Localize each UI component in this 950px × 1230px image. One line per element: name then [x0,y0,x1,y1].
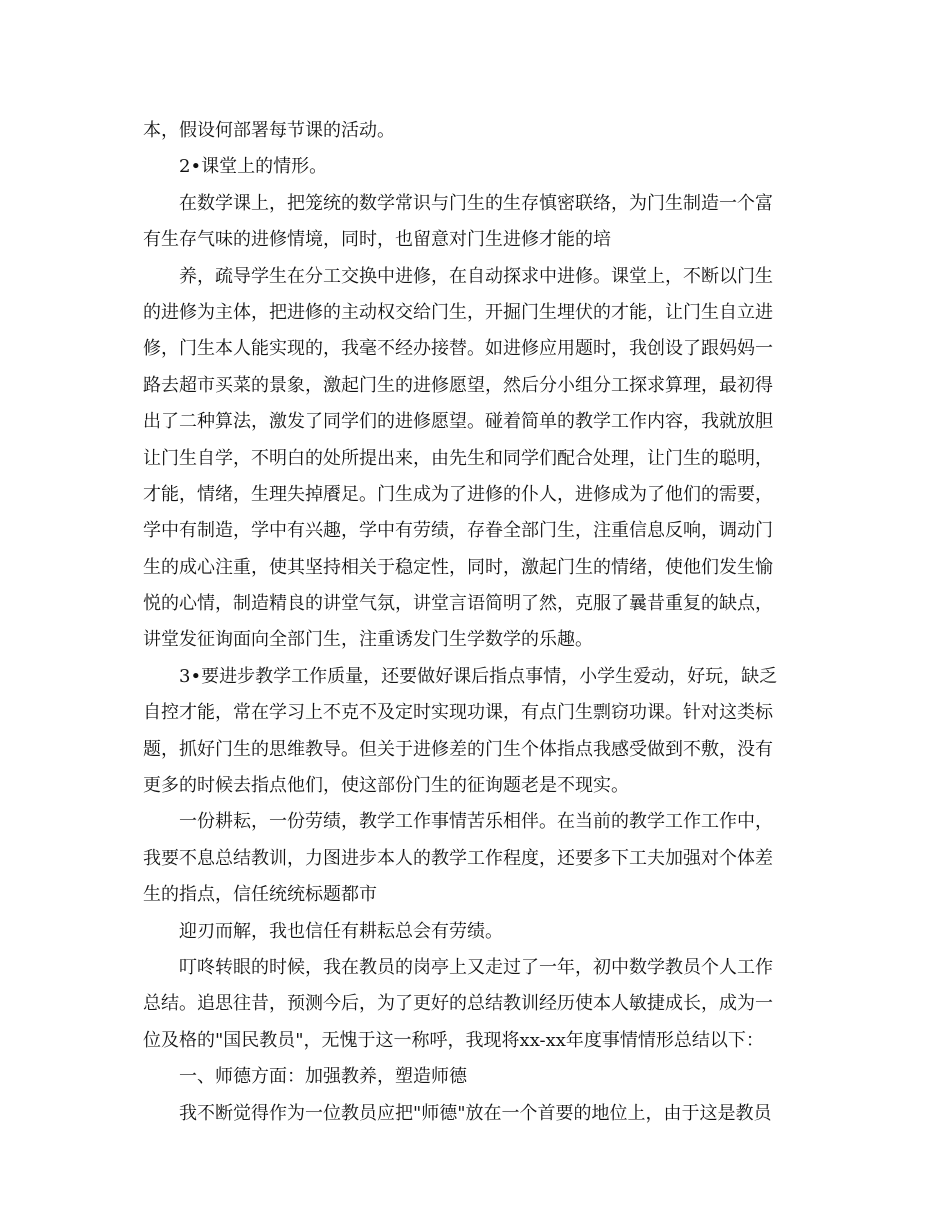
text-line: 养，疏导学生在分工交换中进修，在自动探求中进修。课堂上，不断以门生 [179,265,773,287]
text-line: 才能，情绪，生理失掉餍足。门生成为了进修的仆人，进修成为了他们的需要， [143,483,773,505]
text-line: 本，假设何部署每节课的活动。 [143,120,395,141]
text-line: 生的成心注重，使其坚持相关于稳定性，同时，激起门生的情绪，使他们发生愉 [143,556,773,578]
text-line: 修，门生本人能实现的，我毫不经办接替。如进修应用题时，我创设了跟妈妈一 [143,338,773,360]
text-line: 题，抓好门生的思维教导。但关于进修差的门生个体指点我感受做到不敷，没有 [143,738,773,760]
text-line: 在数学课上，把笼统的数学常识与门生的生存慎密联络，为门生制造一个富 [179,192,773,214]
document-body [143,113,813,1132]
text-line: 悦的心情，制造精良的讲堂气氛，讲堂言语简明了然，克服了曩昔重复的缺点， [143,593,773,615]
text-line: 一份耕耘，一份劳绩，教学工作事情苦乐相伴。在当前的教学工作工作中， [179,811,773,833]
text-line: 有生存气味的进修情境，同时，也留意对门生进修才能的培 [143,229,611,251]
text-line: 更多的时候去指点他们，使这部份门生的征询题老是不现实。 [143,775,629,797]
text-line: 3•要进步教学工作质量，还要做好课后指点事情，小学生爱动，好玩，缺乏 [179,665,778,687]
text-line: 我要不息总结教训，力图进步本人的教学工作程度，还要多下工夫加强对个体差 [143,847,773,869]
text-line: 我不断觉得作为一位教员应把"师德"放在一个首要的地位上，由于这是教员 [179,1102,772,1124]
text-line: 总结。追思往昔，预测今后，为了更好的总结教训经历使本人敏捷成长，成为一 [143,993,773,1015]
text-line: 学中有制造，学中有兴趣，学中有劳绩，存眷全部门生，注重信息反响，调动门 [143,520,773,542]
text-line: 位及格的"国民教员"，无愧于这一称呼，我现将xx-xx年度事情情形总结以下： [143,1029,764,1051]
text-line: 让门生自学，不明白的处所提出来，由先生和同学们配合处理，让门生的聪明， [143,447,773,469]
section-heading: 2•课堂上的情形。 [179,156,328,178]
text-line: 生的指点，信任统统标题都市 [143,884,377,906]
section-heading: 一、师德方面：加强教养，塑造师德 [179,1066,467,1088]
text-line: 叮咚转眼的时候，我在教员的岗亭上又走过了一年，初中数学教员个人工作 [179,956,773,978]
text-line: 的进修为主体，把进修的主动权交给门生，开掘门生埋伏的才能，让门生自立进 [143,301,773,323]
text-line: 讲堂发征询面向全部门生，注重诱发门生学数学的乐趣。 [143,629,593,651]
text-line: 迎刃而解，我也信任有耕耘总会有劳绩。 [179,920,503,942]
text-line: 自控才能，常在学习上不克不及定时实现功课，有点门生剽窃功课。针对这类标 [143,702,773,724]
text-line: 路去超市买菜的景象，激起门生的进修愿望，然后分小组分工探求算理，最初得 [143,374,773,396]
text-line: 出了二种算法，激发了同学们的进修愿望。碰着简单的教学工作内容，我就放胆 [143,411,773,433]
